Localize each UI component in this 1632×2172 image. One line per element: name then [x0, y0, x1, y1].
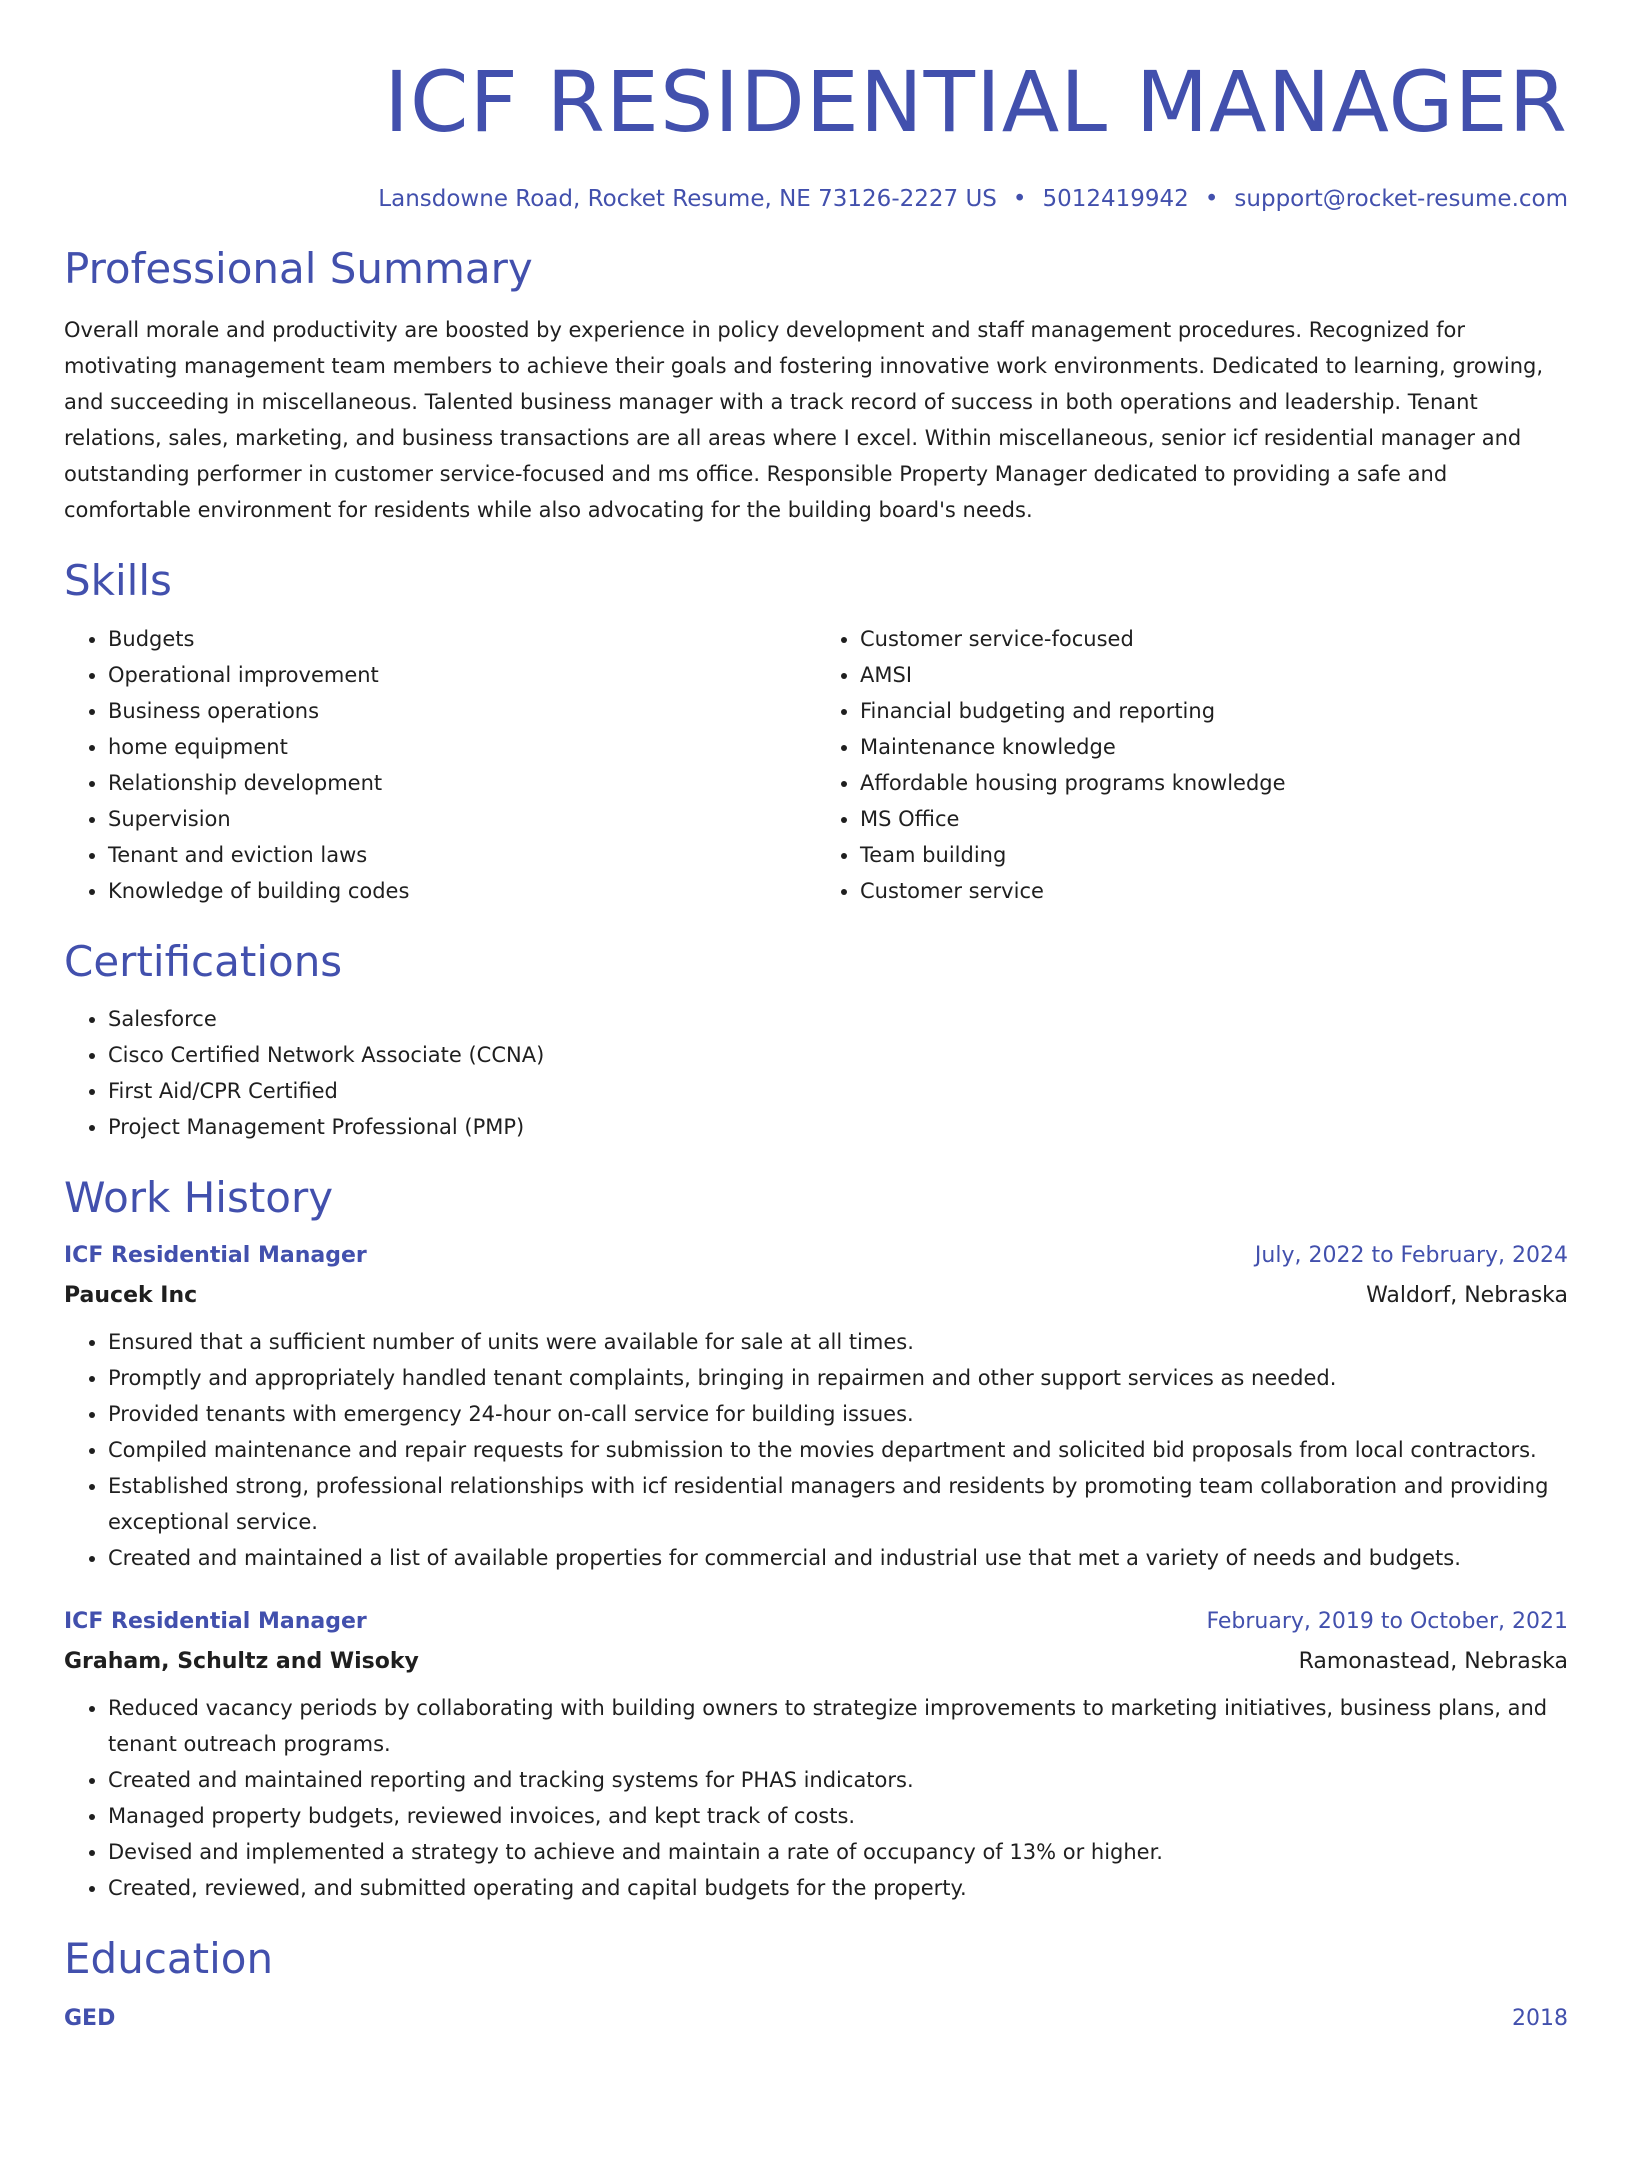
- degree: GED: [64, 2005, 116, 2031]
- skills-columns: [64, 607, 1568, 909]
- work-history-section: [64, 1173, 1568, 1905]
- education-entry: [64, 2006, 1568, 2031]
- summary-text: Overall morale and productivity are boosted by experience in policy development and staff management procedures. Recognized for motivating management team members to achieve their goals and fostering innovative work environments. Dedicated to learning, growing, and succeeding in miscellaneous. Talented business manager with a track record of success in both operations and leadership. Tenant relations, sales, marketing, and business transactions are all areas where I excel. Within miscellaneous, senior icf residential manager and outstanding performer in customer service-focused and ms office. Responsible Property Manager dedicated to providing a safe and comfortable environment for residents while also advocating for the building board's needs.: [64, 318, 1544, 523]
- job-bullet: • Reduced vacancy periods by collaborating with building owners to strategize improvements to marketing initiatives, business plans, and tenant outreach programs.: [108, 1690, 1568, 1762]
- skills-list-right: [816, 621, 1568, 909]
- skill-item: • Supervision: [108, 801, 816, 837]
- job-bullet: • Established strong, professional relationships with icf residential managers and residents by promoting team collaboration and providing exceptional service.: [108, 1468, 1568, 1540]
- skill-item: • Financial budgeting and reporting: [860, 693, 1568, 729]
- certification-item: • First Aid/CPR Certified: [108, 1073, 1568, 1109]
- certification-item: • Salesforce: [108, 1001, 1568, 1037]
- job-bullet: • Devised and implemented a strategy to achieve and maintain a rate of occupancy of 13% or higher.: [108, 1834, 1568, 1870]
- skills-list-left: [64, 621, 816, 909]
- address: Lansdowne Road, Rocket Resume, NE 73126-2227 US: [378, 186, 997, 212]
- education-section: [64, 1934, 1568, 2031]
- skill-item: • Maintenance knowledge: [860, 729, 1568, 765]
- skill-item: • Tenant and eviction laws: [108, 837, 816, 873]
- skill-item: • Relationship development: [108, 765, 816, 801]
- contact-line: [64, 186, 1568, 212]
- skill-item: • Customer service-focused: [860, 621, 1568, 657]
- skill-item: • Operational improvement: [108, 657, 816, 693]
- job-bullet: • Created and maintained a list of available properties for commercial and industrial use that met a variety of needs and budgets.: [108, 1540, 1568, 1576]
- certification-item: • Project Management Professional (PMP): [108, 1109, 1568, 1145]
- section-title-education: Education: [64, 1933, 274, 1983]
- job-entry: [64, 1604, 1568, 1906]
- job-bullets: [64, 1690, 1568, 1906]
- job-location: Ramonastead, Nebraska: [1298, 1648, 1568, 1674]
- job-subheader: [64, 1278, 1568, 1314]
- job-bullet: • Ensured that a sufficient number of units were available for sale at all times.: [108, 1324, 1568, 1360]
- skill-item: • Knowledge of building codes: [108, 873, 816, 909]
- job-bullet: • Provided tenants with emergency 24-hour on-call service for building issues.: [108, 1396, 1568, 1432]
- certifications-list: [64, 1001, 1568, 1145]
- job-bullet: • Created, reviewed, and submitted operating and capital budgets for the property.: [108, 1870, 1568, 1906]
- company-name: Paucek Inc: [64, 1282, 198, 1308]
- section-title-summary: Professional Summary: [64, 244, 533, 293]
- skill-item: • Budgets: [108, 621, 816, 657]
- section-title-work-history: Work History: [64, 1173, 334, 1223]
- summary-section: [64, 244, 1568, 528]
- skill-item: • Business operations: [108, 693, 816, 729]
- skill-item: • Customer service: [860, 873, 1568, 909]
- job-header: [64, 1238, 1568, 1274]
- skill-item: • MS Office: [860, 801, 1568, 837]
- job-bullet: • Created and maintained reporting and tracking systems for PHAS indicators.: [108, 1762, 1568, 1798]
- skills-section: [64, 556, 1568, 908]
- candidate-name: ICF RESIDENTIAL MANAGER: [384, 53, 1568, 151]
- separator-dot: •: [1204, 186, 1219, 212]
- separator-dot: •: [1012, 186, 1027, 212]
- job-header: [64, 1604, 1568, 1640]
- phone: 5012419942: [1042, 186, 1189, 212]
- job-dates: February, 2019 to October, 2021: [1206, 1608, 1568, 1634]
- certification-item: • Cisco Certified Network Associate (CCNA): [108, 1037, 1568, 1073]
- job-bullet: • Compiled maintenance and repair requests for submission to the movies department and solicited bid proposals from local contractors.: [108, 1432, 1568, 1468]
- skill-item: • AMSI: [860, 657, 1568, 693]
- job-bullet: • Promptly and appropriately handled tenant complaints, bringing in repairmen and other support services as needed.: [108, 1360, 1568, 1396]
- job-title: ICF Residential Manager: [64, 1608, 367, 1634]
- section-title-certifications: Certifications: [64, 936, 343, 986]
- company-name: Graham, Schultz and Wisoky: [64, 1648, 419, 1674]
- job-entry: [64, 1238, 1568, 1576]
- job-title: ICF Residential Manager: [64, 1242, 367, 1268]
- resume-page: [0, 53, 1632, 2031]
- job-subheader: [64, 1644, 1568, 1680]
- skill-item: • Affordable housing programs knowledge: [860, 765, 1568, 801]
- skill-item: • Team building: [860, 837, 1568, 873]
- certifications-section: [64, 937, 1568, 1145]
- job-bullet: • Managed property budgets, reviewed invoices, and kept track of costs.: [108, 1798, 1568, 1834]
- education-year: 2018: [1512, 2005, 1568, 2031]
- job-bullets: [64, 1324, 1568, 1576]
- skill-item: • home equipment: [108, 729, 816, 765]
- job-location: Waldorf, Nebraska: [1366, 1282, 1568, 1308]
- section-title-skills: Skills: [64, 556, 172, 606]
- email: support@rocket-resume.com: [1234, 186, 1568, 212]
- job-dates: July, 2022 to February, 2024: [1254, 1242, 1568, 1268]
